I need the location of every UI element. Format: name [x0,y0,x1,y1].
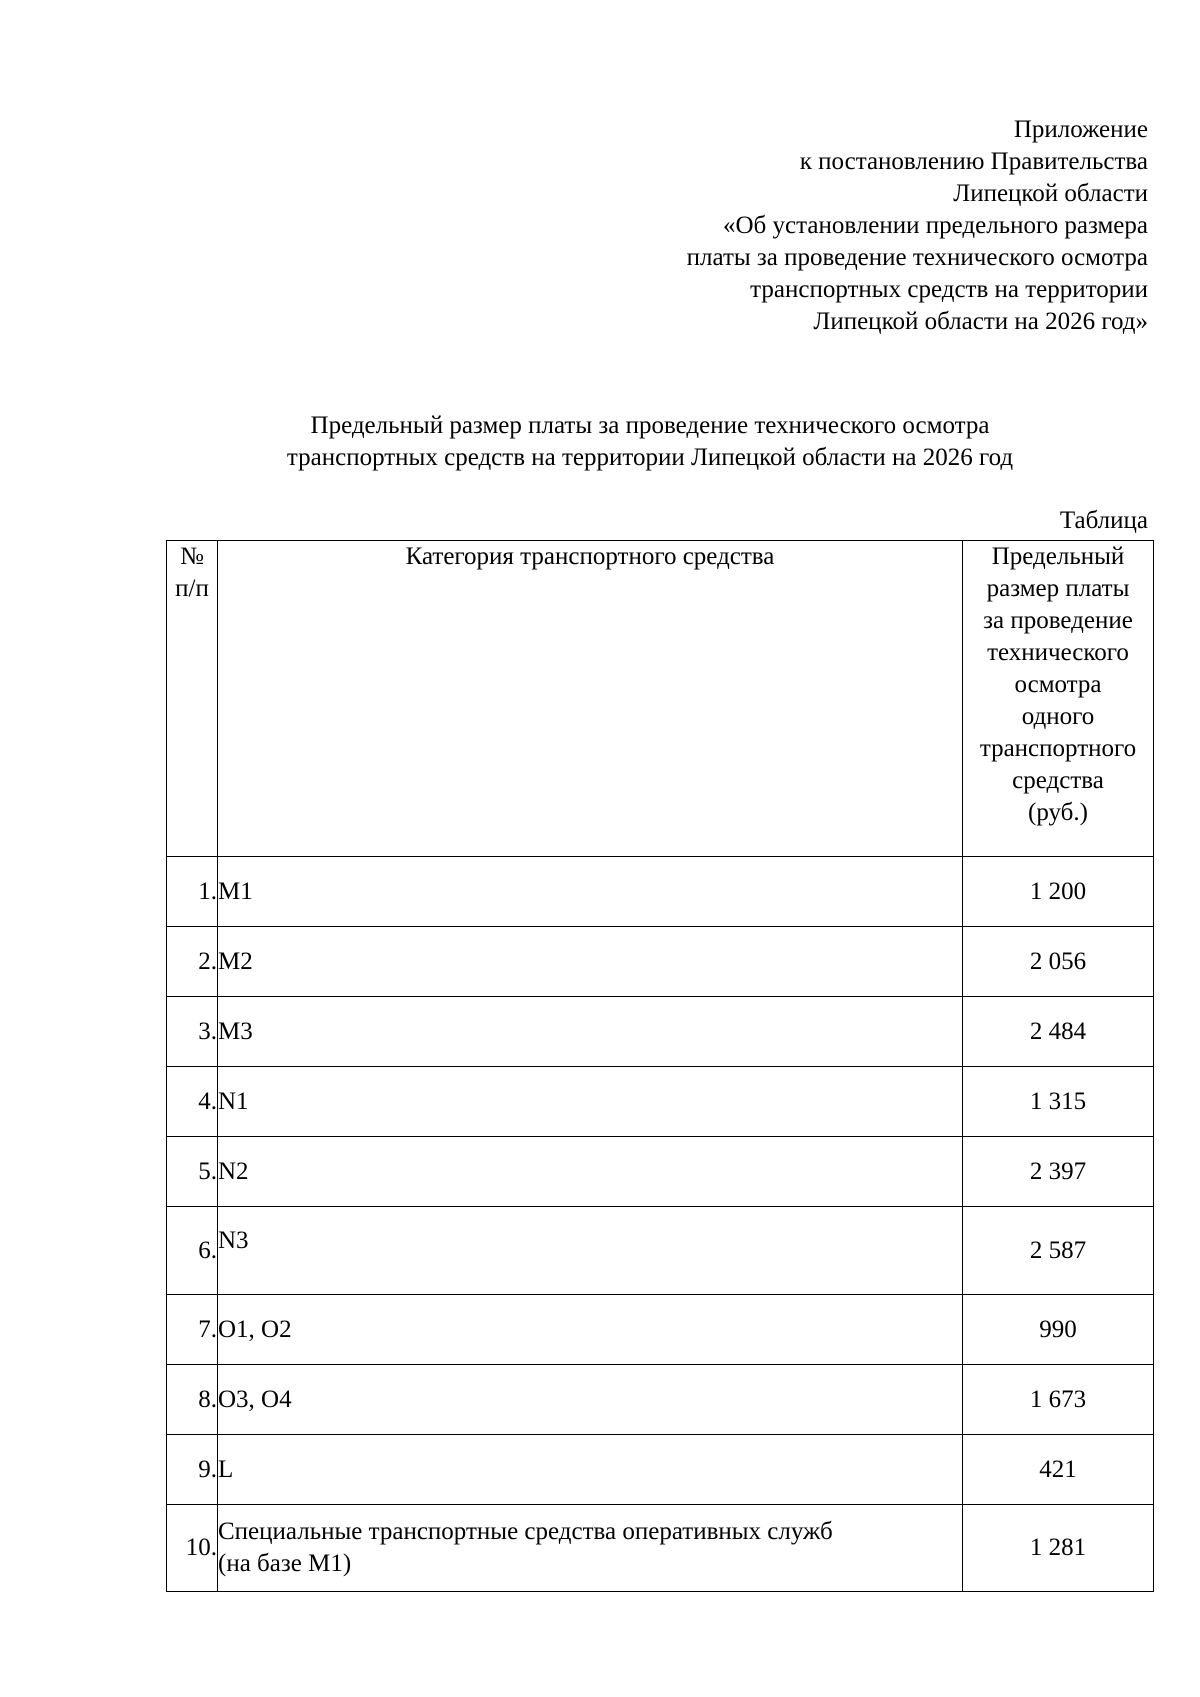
header-fee-line: (руб.) [1028,799,1088,826]
row-number: 2. [167,927,218,997]
appendix-line: платы за проведение технического осмотра [686,244,1148,271]
table-row [167,997,1154,1067]
header-fee-line: транспортного [979,735,1137,762]
appendix-line: Липецкой области [953,180,1148,207]
header-number [167,541,218,857]
row-category: M2 [218,927,963,997]
title-line: Предельный размер платы за проведение технического осмотра [310,412,990,439]
row-fee: 1 673 [963,1365,1154,1435]
row-fee: 421 [963,1435,1154,1505]
header-fee-line: средства [1012,767,1104,794]
row-category [218,1505,963,1592]
row-category: M1 [218,857,963,927]
row-category: N1 [218,1067,963,1137]
row-number: 10. [167,1505,218,1592]
row-number: 6. [167,1207,218,1295]
header-fee-line: за проведение [983,607,1133,634]
row-category: O3, O4 [218,1365,963,1435]
appendix-line: к постановлению Правительства [799,148,1148,175]
row-category: N3 [218,1207,963,1295]
appendix-line: Приложение [1013,116,1148,143]
appendix-line: Липецкой области на 2026 год» [813,308,1148,335]
header-fee-line: одного [1021,703,1095,730]
row-category-line: Специальные транспортные средства оперативных служб [218,1518,833,1545]
row-category: O1, O2 [218,1295,963,1365]
table-row [167,1505,1154,1592]
row-number: 8. [167,1365,218,1435]
row-category-line: (на базе M1) [218,1550,352,1577]
row-category: N2 [218,1137,963,1207]
table-row [167,1207,1154,1295]
row-category: L [218,1435,963,1505]
fee-table [166,540,1154,1592]
header-number-line: п/п [175,575,209,602]
table-header-row [167,541,1154,857]
table-row [167,1067,1154,1137]
row-fee: 1 281 [963,1505,1154,1592]
title-line: транспортных средств на территории Липецкой области на 2026 год [286,444,1014,471]
row-number: 3. [167,997,218,1067]
table-row [167,1365,1154,1435]
header-fee-line: размер платы [986,575,1130,602]
row-number: 4. [167,1067,218,1137]
appendix-line: транспортных средств на территории [750,276,1148,303]
table-row [167,857,1154,927]
row-number: 1. [167,857,218,927]
row-number: 5. [167,1137,218,1207]
row-fee: 2 056 [963,927,1154,997]
row-number: 9. [167,1435,218,1505]
table-label: Таблица [1059,507,1148,534]
row-fee: 1 200 [963,857,1154,927]
header-fee [963,541,1154,857]
row-fee: 2 587 [963,1207,1154,1295]
row-fee: 2 484 [963,997,1154,1067]
row-category: M3 [218,997,963,1067]
header-fee-line: Предельный [991,543,1125,570]
table-row [167,1435,1154,1505]
header-category: Категория транспортного средства [218,541,963,857]
row-fee: 2 397 [963,1137,1154,1207]
table-row [167,1295,1154,1365]
row-number: 7. [167,1295,218,1365]
appendix-block [448,114,1148,338]
row-fee: 990 [963,1295,1154,1365]
document-title [160,410,1140,474]
table-row [167,927,1154,997]
appendix-line: «Об установлении предельного размера [723,212,1148,239]
table-row [167,1137,1154,1207]
header-number-line: № [180,543,204,570]
header-fee-line: технического [987,639,1129,666]
header-fee-line: осмотра [1014,671,1102,698]
row-fee: 1 315 [963,1067,1154,1137]
